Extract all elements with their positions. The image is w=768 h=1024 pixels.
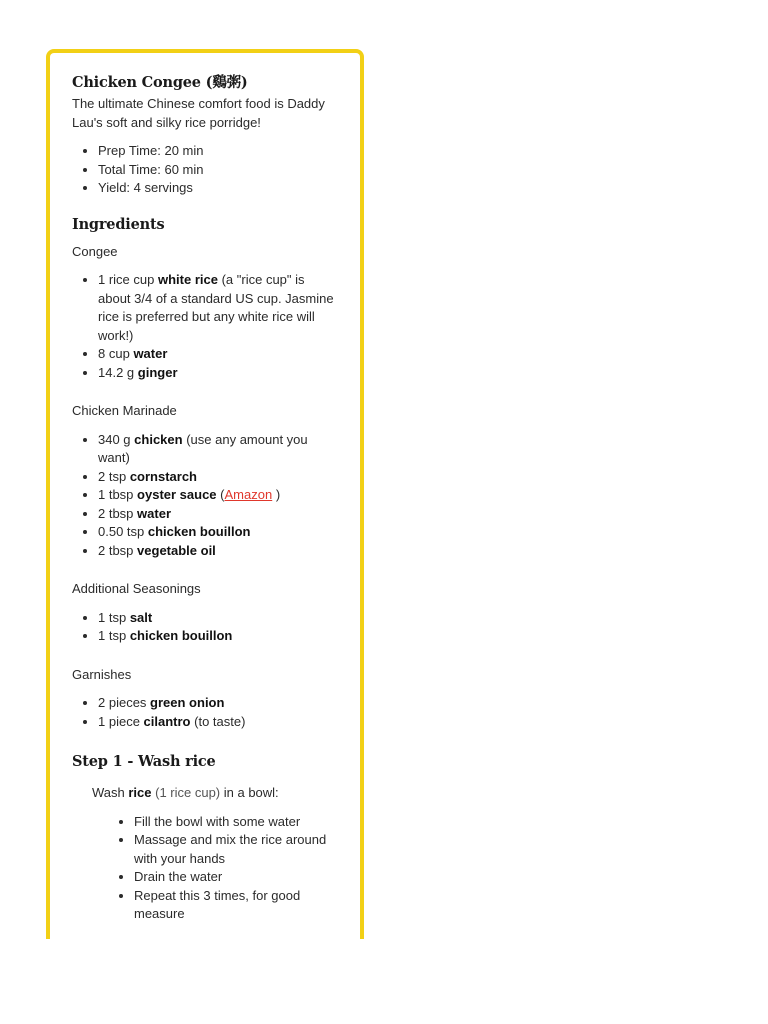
ingredient-item: • 1 tsp salt (98, 609, 338, 628)
ingredient-item: • 2 pieces green onion (98, 694, 338, 713)
ingredient-list-marinade (72, 431, 338, 561)
step1-item: • Massage and mix the rice around with your hands (134, 831, 338, 868)
ingredient-list-congee (72, 271, 338, 382)
prep-time: • Prep Time: 20 min (98, 142, 338, 161)
step1-heading: Step 1 - Wash rice (72, 753, 216, 770)
ingredient-item: • 8 cup water (98, 345, 338, 364)
ingredient-item: • 340 g chicken (use any amount you want) (98, 431, 338, 468)
step1-item: • Fill the bowl with some water (134, 813, 338, 832)
ingredient-item: • 0.50 tsp chicken bouillon (98, 523, 338, 542)
ingredient-item: • 1 rice cup white rice (a "rice cup" is about 3/4 of a standard US cup. Jasmine rice is preferred but any white rice will work!) (98, 271, 338, 345)
total-time: • Total Time: 60 min (98, 161, 338, 180)
amazon-link[interactable]: Amazon (224, 487, 273, 502)
recipe-description: The ultimate Chinese comfort food is Daddy Lau's soft and silky rice porridge! (72, 96, 325, 130)
step1-item: • Repeat this 3 times, for good measure (134, 887, 338, 924)
group-label-garnishes: Garnishes (72, 666, 132, 682)
step1-list (72, 813, 338, 924)
step1-text: Wash rice (1 rice cup) in a bowl: (92, 785, 279, 800)
ingredient-item: • 1 tbsp oyster sauce (Amazon ) (98, 486, 338, 505)
ingredient-item: • 2 tsp cornstarch (98, 468, 338, 487)
ingredient-item: • 1 tsp chicken bouillon (98, 627, 338, 646)
ingredient-list-garnishes (72, 694, 338, 731)
yield: • Yield: 4 servings (98, 179, 338, 198)
ingredients-heading: Ingredients (72, 215, 165, 233)
ingredient-item: • 1 piece cilantro (to taste) (98, 713, 338, 732)
recipe-card (46, 49, 364, 939)
ingredient-item: • 2 tbsp water (98, 505, 338, 524)
ingredient-list-seasonings (72, 609, 338, 646)
group-label-chicken-marinade: Chicken Marinade (72, 403, 177, 418)
group-label-additional-seasonings: Additional Seasonings (72, 581, 201, 596)
recipe-title: Chicken Congee (鷄粥) (72, 74, 248, 91)
ingredient-item: • 14.2 g ginger (98, 364, 338, 383)
step1-item: • Drain the water (134, 868, 338, 887)
group-label-congee: Congee (72, 243, 118, 259)
recipe-meta-list (72, 142, 338, 198)
ingredient-item: • 2 tbsp vegetable oil (98, 542, 338, 561)
